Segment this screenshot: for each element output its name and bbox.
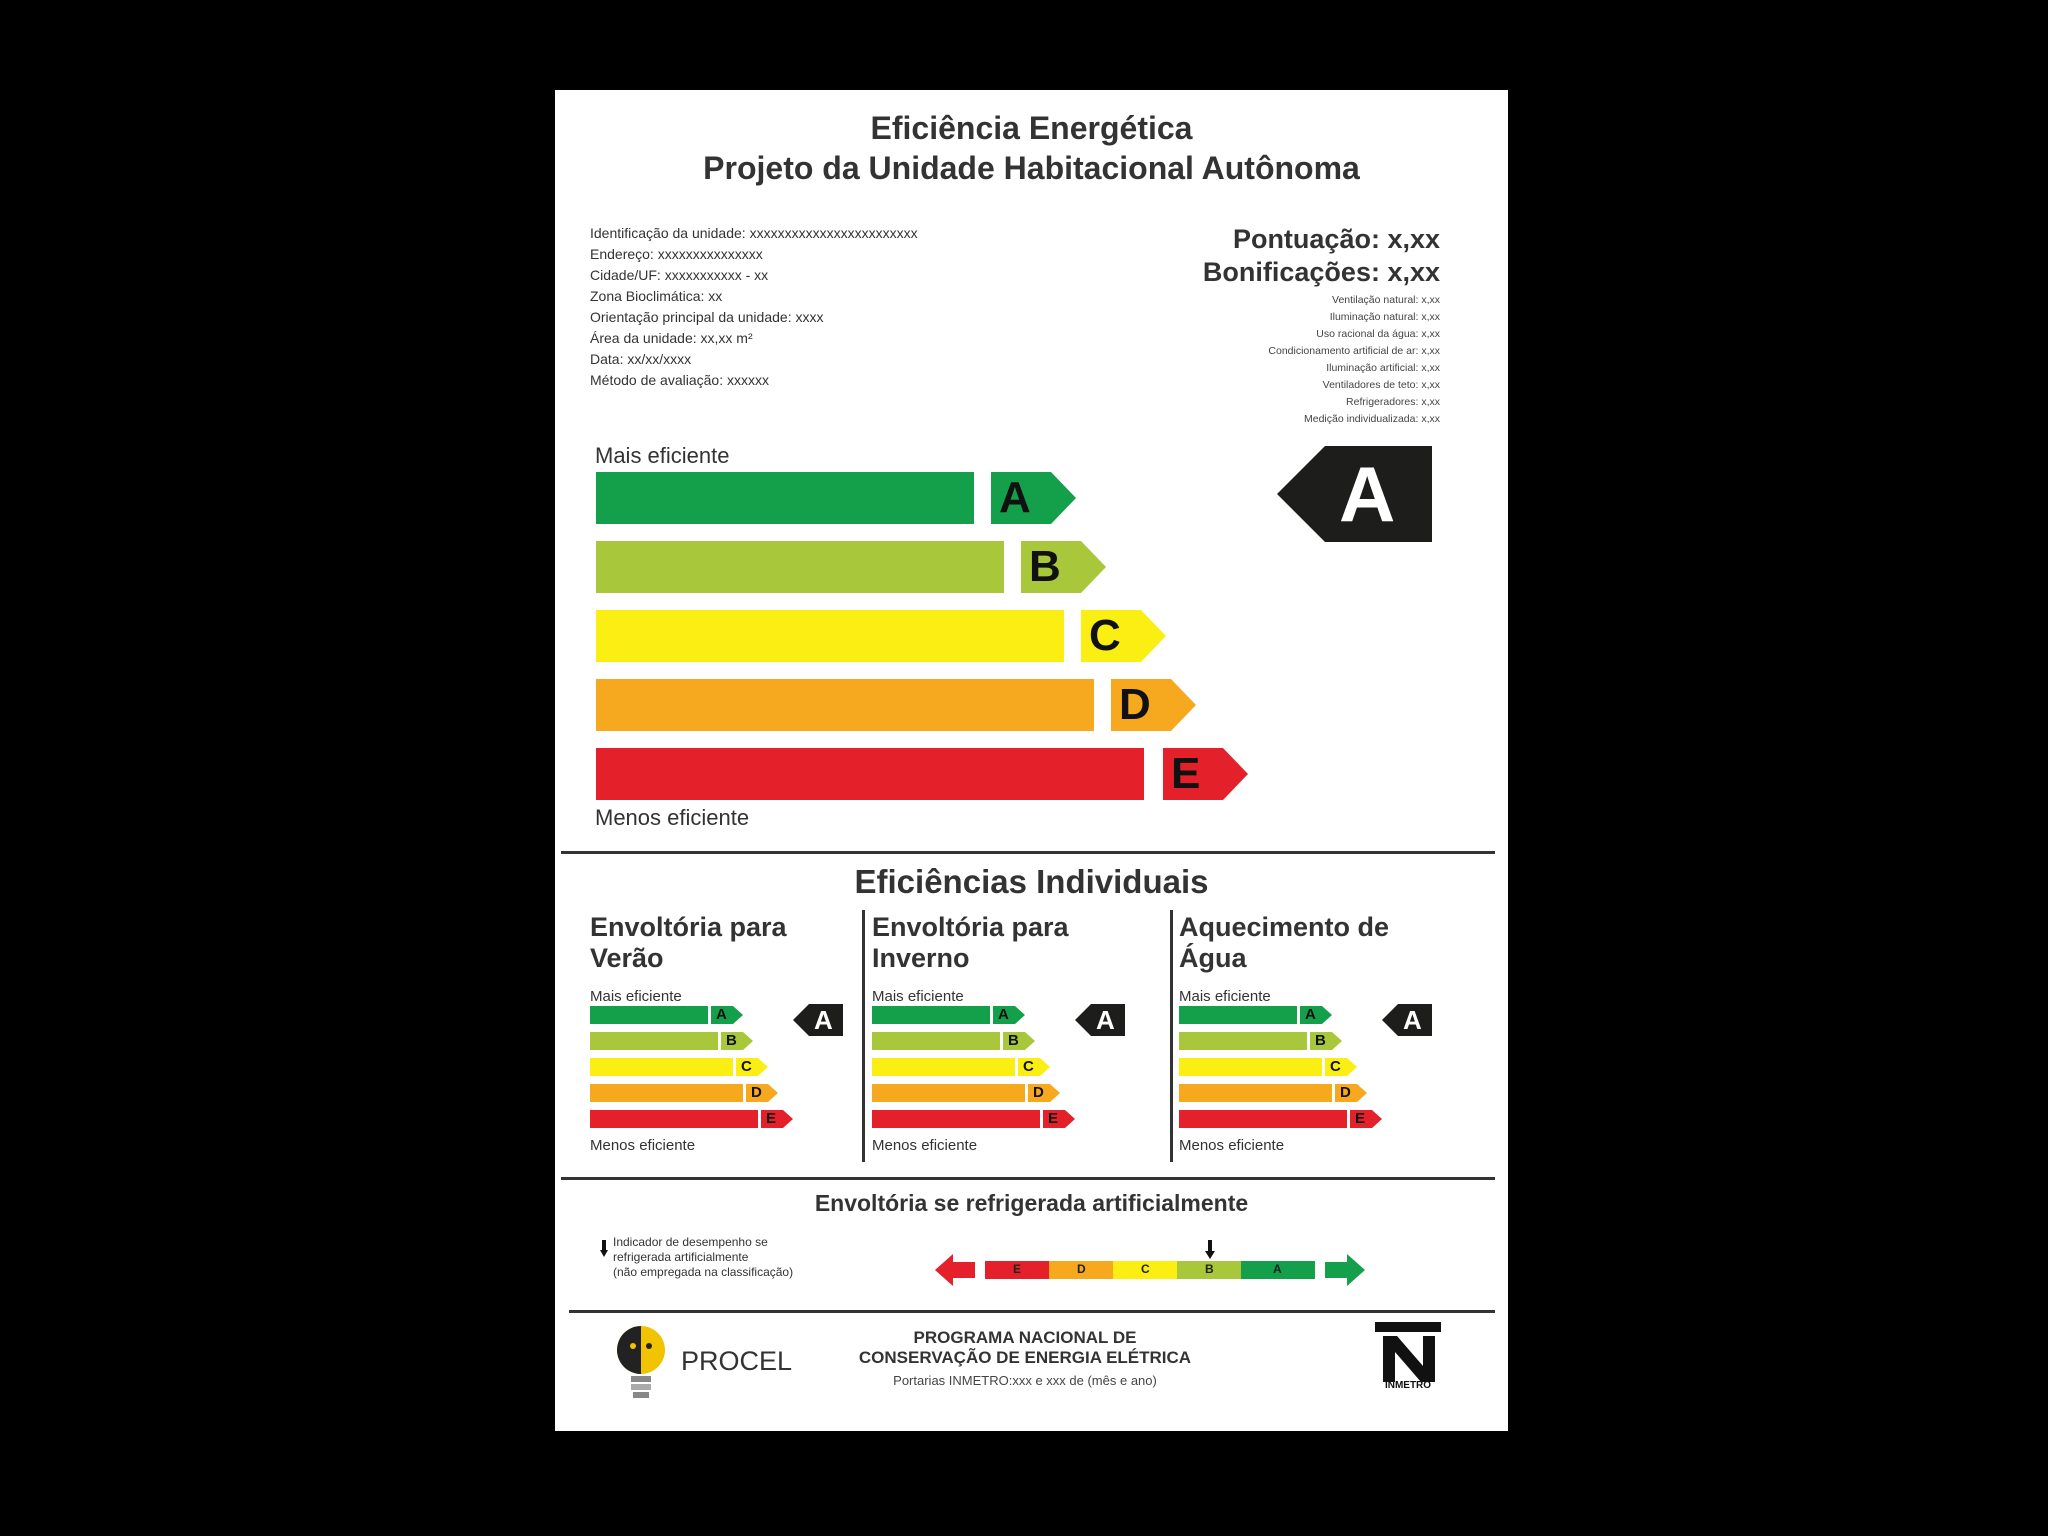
individual-column: [590, 912, 880, 1162]
mini-top-label: Mais eficiente: [590, 988, 682, 1005]
scale-tag-b: [1021, 541, 1106, 593]
mini-bar: [590, 1058, 733, 1076]
refrigerated-note: [613, 1235, 793, 1280]
mini-tag: [736, 1058, 768, 1076]
bonus-item: Uso racional da água: x,xx: [1316, 328, 1440, 340]
program-line: PROGRAMA NACIONAL DE: [913, 1328, 1137, 1347]
info-address: Endereço: xxxxxxxxxxxxxxx: [590, 246, 763, 262]
column-rating-arrow: [1382, 1004, 1432, 1036]
mini-tag: [1003, 1032, 1035, 1050]
strip-right-arrow-icon: [1325, 1254, 1365, 1286]
info-id: Identificação da unidade: xxxxxxxxxxxxxxxxxxxxxxxx: [590, 225, 918, 241]
score-pontuacao: Pontuação: x,xx: [1232, 224, 1440, 254]
overall-rating-letter: A: [1339, 450, 1396, 538]
individual-column: [1179, 912, 1469, 1162]
column-title-line: Envoltória para: [872, 912, 1069, 942]
scale-tag-a: [991, 472, 1076, 524]
procel-text: PROCEL: [681, 1346, 793, 1376]
scale-tag-e: [1163, 748, 1248, 800]
strip-cell-e: [985, 1261, 1049, 1279]
mini-bar: [590, 1084, 743, 1102]
unit-info: [590, 223, 918, 391]
mini-tag: [1350, 1110, 1382, 1128]
strip-letter: A: [1273, 1262, 1282, 1276]
mini-bar: [1179, 1084, 1332, 1102]
bonus-list: [1268, 292, 1440, 428]
bonus-item: Iluminação artificial: x,xx: [1326, 362, 1440, 374]
mini-bar: [590, 1006, 708, 1024]
bonus-item: Medição individualizada: x,xx: [1304, 413, 1440, 425]
column-title-line: Aquecimento de: [1179, 912, 1390, 942]
strip-cell-d: [1049, 1261, 1113, 1279]
mini-tag-letter: E: [1355, 1110, 1366, 1127]
column-rating-letter: A: [1096, 1005, 1115, 1035]
tag-letter-d: D: [1119, 680, 1151, 729]
mini-tag-letter: C: [1330, 1058, 1341, 1075]
strip-cell-a: [1241, 1261, 1315, 1279]
portaria-text: Portarias INMETRO:xxx e xxx de (mês e ano): [893, 1373, 1157, 1388]
info-orientation: Orientação principal da unidade: xxxx: [590, 309, 824, 325]
bonus-item: Ventiladores de teto: x,xx: [1322, 379, 1440, 391]
mini-bar: [872, 1006, 990, 1024]
mini-tag: [711, 1006, 743, 1024]
individual-column: [872, 912, 1162, 1162]
mini-bottom-label: Menos eficiente: [872, 1137, 978, 1154]
mini-tag-letter: C: [741, 1058, 752, 1075]
tag-letter-e: E: [1171, 749, 1201, 798]
column-rating-arrow: [1075, 1004, 1125, 1036]
mini-bar: [872, 1032, 1000, 1050]
info-area: Área da unidade: xx,xx m²: [590, 330, 753, 346]
mini-tag: [1028, 1084, 1060, 1102]
scale-bottom-label: Menos eficiente: [595, 805, 750, 830]
mini-bar: [1179, 1006, 1297, 1024]
mini-tag-letter: A: [998, 1006, 1009, 1023]
label-title: Eficiência Energética: [870, 110, 1193, 146]
inmetro-logo-icon: [1375, 1322, 1441, 1392]
note-line: Indicador de desempenho se: [613, 1235, 768, 1249]
mini-bottom-label: Menos eficiente: [590, 1137, 696, 1154]
mini-bar: [590, 1032, 718, 1050]
mini-tag: [721, 1032, 753, 1050]
column-rating-arrow: [793, 1004, 843, 1036]
strip-cell-b: [1177, 1261, 1241, 1279]
mini-tag: [993, 1006, 1025, 1024]
bonus-item: Refrigeradores: x,xx: [1346, 396, 1440, 408]
mini-tag: [761, 1110, 793, 1128]
individual-title: Eficiências Individuais: [854, 863, 1209, 900]
column-divider: [862, 910, 865, 1162]
strip-letter: B: [1205, 1262, 1214, 1276]
mini-tag-letter: B: [726, 1032, 737, 1049]
info-city: Cidade/UF: xxxxxxxxxxx - xx: [590, 267, 769, 283]
note-line: refrigerada artificialmente: [613, 1250, 749, 1264]
mini-tag: [1300, 1006, 1332, 1024]
column-rating-letter: A: [814, 1005, 833, 1035]
tag-letter-b: B: [1029, 542, 1061, 591]
tag-letter-c: C: [1089, 611, 1121, 660]
strip-letter: E: [1013, 1262, 1022, 1276]
mini-tag-letter: B: [1315, 1032, 1326, 1049]
strip-cell-c: [1113, 1261, 1177, 1279]
note-arrow-icon: [613, 1240, 621, 1258]
mini-tag: [1043, 1110, 1075, 1128]
score-bonificacoes: Bonificações: x,xx: [1202, 257, 1440, 287]
strip-letter: C: [1141, 1262, 1150, 1276]
mini-tag-letter: D: [751, 1084, 762, 1101]
inmetro-text: INMETRO: [1384, 1380, 1432, 1391]
note-line: (não empregada na classificação): [613, 1265, 794, 1279]
program-title: [815, 1328, 1235, 1368]
divider: [561, 1177, 1495, 1180]
info-date: Data: xx/xx/xxxx: [590, 351, 692, 367]
mini-bar: [1179, 1110, 1347, 1128]
column-rating-letter: A: [1403, 1005, 1422, 1035]
mini-bar: [872, 1084, 1025, 1102]
mini-tag-letter: C: [1023, 1058, 1034, 1075]
scale-tag-c: [1081, 610, 1166, 662]
scale-bar-a: [596, 472, 974, 524]
score-block: [1203, 223, 1440, 289]
mini-bottom-label: Menos eficiente: [1179, 1137, 1285, 1154]
program-line: CONSERVAÇÃO DE ENERGIA ELÉTRICA: [858, 1348, 1192, 1367]
info-zone: Zona Bioclimática: xx: [590, 288, 723, 304]
column-title-line: Verão: [590, 943, 664, 973]
scale-bar-b: [596, 541, 1004, 593]
scale-bar-c: [596, 610, 1064, 662]
scale-bar-e: [596, 748, 1144, 800]
label-subtitle: Projeto da Unidade Habitacional Autônoma: [703, 150, 1360, 186]
divider: [561, 851, 1495, 854]
scale-bar-d: [596, 679, 1094, 731]
mini-bar: [872, 1110, 1040, 1128]
mini-tag: [1310, 1032, 1342, 1050]
mini-top-label: Mais eficiente: [872, 988, 964, 1005]
mini-tag: [1335, 1084, 1367, 1102]
mini-tag-letter: A: [1305, 1006, 1316, 1023]
bonus-item: Ventilação natural: x,xx: [1332, 294, 1440, 306]
strip-left-arrow-icon: [935, 1254, 975, 1286]
column-title-line: Envoltória para: [590, 912, 787, 942]
column-divider: [1170, 910, 1173, 1162]
bonus-item: Condicionamento artificial de ar: x,xx: [1268, 345, 1440, 357]
mini-bar: [590, 1110, 758, 1128]
bonus-item: Iluminação natural: x,xx: [1329, 311, 1440, 323]
divider: [569, 1310, 1495, 1313]
mini-tag-letter: B: [1008, 1032, 1019, 1049]
column-title: [590, 912, 787, 974]
mini-tag-letter: D: [1033, 1084, 1044, 1101]
mini-bar: [872, 1058, 1015, 1076]
mini-top-label: Mais eficiente: [1179, 988, 1271, 1005]
scale-top-label: Mais eficiente: [595, 443, 730, 468]
column-title: [872, 912, 1069, 974]
mini-tag: [1018, 1058, 1050, 1076]
mini-tag: [1325, 1058, 1357, 1076]
tag-letter-a: A: [999, 473, 1031, 522]
refrigerated-strip: [935, 1250, 1365, 1290]
mini-tag-letter: D: [1340, 1084, 1351, 1101]
column-title-line: Inverno: [872, 943, 970, 973]
column-title: [1179, 912, 1389, 974]
strip-indicator-icon: [1205, 1240, 1215, 1260]
mini-bar: [1179, 1058, 1322, 1076]
column-title-line: Água: [1179, 943, 1247, 973]
overall-rating-arrow: [1277, 446, 1432, 542]
mini-tag: [746, 1084, 778, 1102]
scale-tag-d: [1111, 679, 1196, 731]
strip-letter: D: [1077, 1262, 1086, 1276]
mini-bar: [1179, 1032, 1307, 1050]
energy-label: [555, 90, 1508, 1431]
refrigerated-title: Envoltória se refrigerada artificialmente: [814, 1190, 1249, 1216]
info-method: Método de avaliação: xxxxxx: [590, 372, 769, 388]
mini-tag-letter: E: [1048, 1110, 1059, 1127]
mini-tag-letter: E: [766, 1110, 777, 1127]
procel-logo-icon: [615, 1322, 675, 1402]
mini-tag-letter: A: [716, 1006, 727, 1023]
